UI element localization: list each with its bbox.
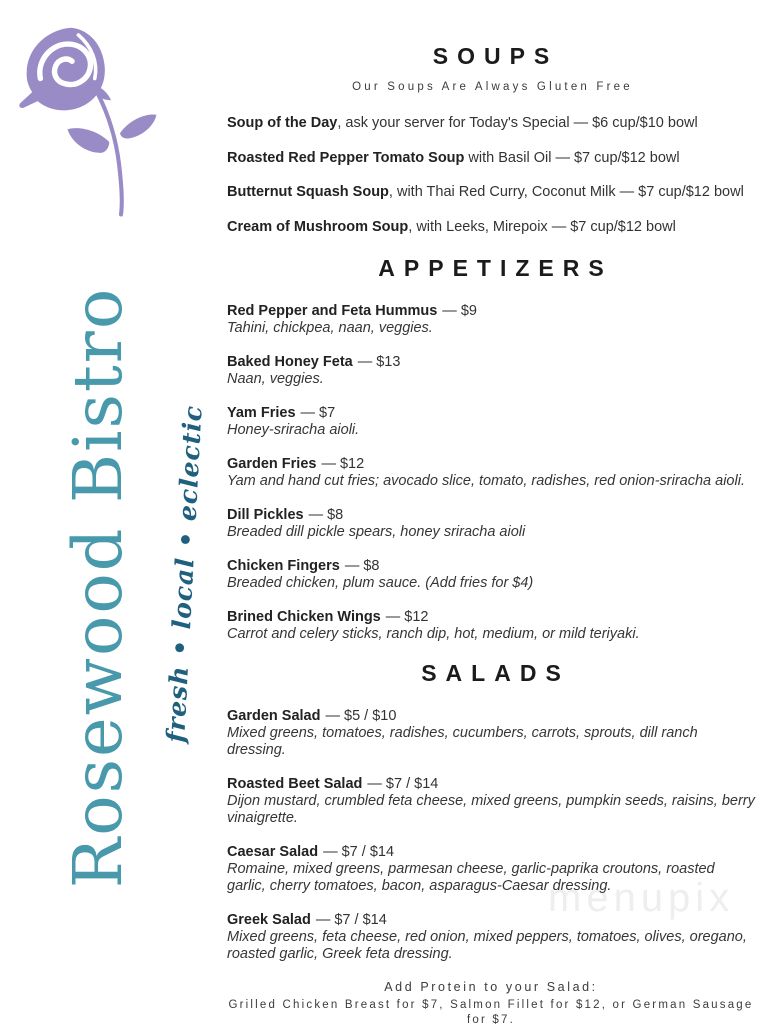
item-name: Roasted Beet Salad	[227, 776, 363, 792]
appetizers-title: APPETIZERS	[378, 255, 613, 281]
item-price: — $9	[442, 303, 477, 319]
menu-item	[227, 185, 755, 200]
rose-icon	[15, 22, 160, 222]
item-description: Honey-sriracha aioli.	[227, 422, 360, 438]
salads-title: SALADS	[421, 660, 570, 686]
protein-note-line2: Grilled Chicken Breast for $7, Salmon Fillet for $12, or German Sausage for $7.	[228, 999, 754, 1026]
item-price: — $8	[344, 558, 380, 574]
item-name: Brined Chicken Wings	[227, 609, 381, 625]
section-salads	[227, 659, 755, 1028]
item-description: Tahini, chickpea, naan, veggies.	[227, 320, 433, 336]
item-name: Dill Pickles	[227, 507, 304, 523]
item-name: Yam Fries	[227, 405, 296, 421]
appetizers-list	[227, 302, 755, 643]
item-name: Greek Salad	[227, 912, 311, 928]
item-name: Baked Honey Feta	[227, 354, 353, 370]
item-price: — $7 / $14	[323, 844, 395, 860]
item-name: Red Pepper and Feta Hummus	[227, 303, 438, 319]
menu-item	[227, 911, 755, 963]
item-name: Butternut Squash Soup	[227, 184, 389, 200]
item-price: — $13	[357, 354, 401, 370]
protein-note-line1: Add Protein to your Salad:	[384, 980, 598, 994]
menu-item	[227, 608, 755, 643]
menu-item	[227, 707, 755, 759]
menu-item	[227, 151, 755, 166]
item-name: Roasted Red Pepper Tomato Soup	[227, 149, 465, 166]
item-price: — $7 / $14	[315, 912, 387, 928]
item-name: Soup of the Day	[227, 115, 338, 131]
item-price: — $7	[300, 405, 336, 421]
soups-title: SOUPS	[432, 43, 559, 69]
item-detail: , with Thai Red Curry, Coconut Milk — $7 cup/$12 bowl	[388, 184, 744, 200]
item-description: Mixed greens, tomatoes, radishes, cucumbers, carrots, sprouts, dill ranch dressing.	[227, 725, 698, 758]
item-price: — $12	[321, 456, 365, 472]
item-name: Cream of Mushroom Soup	[227, 218, 409, 235]
item-description: Romaine, mixed greens, parmesan cheese, garlic-paprika croutons, roasted garlic, cherry tomatoes, bacon, asparagus-Caesar dressing.	[227, 861, 715, 894]
menu-item	[227, 557, 755, 592]
menu-item	[227, 404, 755, 439]
menu-item	[227, 353, 755, 388]
item-price: — $7 / $14	[367, 776, 439, 792]
item-detail: with Basil Oil — $7 cup/$12 bowl	[464, 149, 680, 166]
item-description: Carrot and celery sticks, ranch dip, hot, medium, or mild teriyaki.	[227, 626, 640, 642]
item-name: Garden Fries	[227, 456, 317, 472]
salads-list	[227, 707, 755, 963]
item-name: Caesar Salad	[227, 844, 319, 860]
item-description: Naan, veggies.	[227, 371, 324, 387]
soups-list	[227, 116, 755, 235]
section-appetizers	[227, 254, 755, 643]
item-name: Garden Salad	[227, 708, 321, 724]
menu-item	[227, 775, 755, 827]
item-description: Breaded dill pickle spears, honey sriracha aioli	[227, 524, 526, 540]
menu-item	[227, 843, 755, 895]
item-price: — $12	[385, 609, 429, 625]
menu-item	[227, 220, 755, 235]
brand-title-vertical: Rosewood Bistro	[59, 286, 137, 889]
section-soups	[227, 0, 755, 235]
item-price: — $8	[308, 507, 344, 523]
item-detail: , with Leeks, Mirepoix — $7 cup/$12 bowl	[408, 218, 676, 235]
watermark: menupix	[548, 876, 735, 920]
item-price: — $5 / $10	[325, 708, 397, 724]
soups-subtitle: Our Soups Are Always Gluten Free	[352, 81, 633, 93]
item-name: Chicken Fingers	[227, 558, 340, 574]
brand-tagline-vertical: fresh • local • eclectic	[161, 404, 208, 744]
item-description: Yam and hand cut fries; avocado slice, tomato, radishes, red onion-sriracha aioli.	[227, 473, 745, 489]
salad-protein-note	[227, 979, 755, 1028]
item-description: Dijon mustard, crumbled feta cheese, mixed greens, pumpkin seeds, raisins, berry vinaigrette.	[227, 793, 755, 826]
item-detail: , ask your server for Today's Special — $6 cup/$10 bowl	[337, 115, 698, 131]
menu-item	[227, 455, 755, 490]
item-description: Mixed greens, feta cheese, red onion, mixed peppers, tomatoes, olives, oregano, roasted garlic, Greek feta dressing.	[227, 929, 747, 962]
menu-item	[227, 506, 755, 541]
menu-item	[227, 302, 755, 337]
item-description: Breaded chicken, plum sauce. (Add fries for $4)	[227, 575, 534, 591]
menu-content	[227, 0, 755, 1028]
menu-item	[227, 116, 755, 131]
